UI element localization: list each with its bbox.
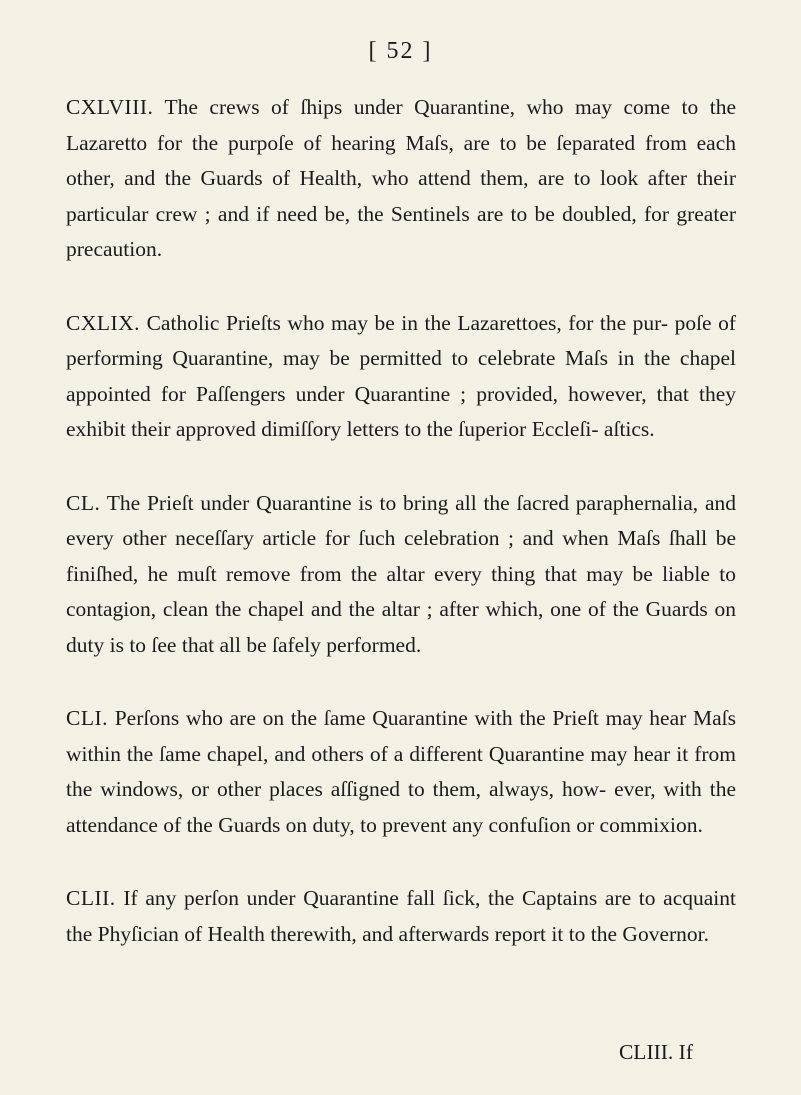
page-number: [ 52 ] xyxy=(368,38,433,64)
paragraph-number: CL. xyxy=(66,490,101,515)
paragraph-text: The Prieſt under Quarantine is to bring all the ſacred paraphernalia, and every other neceſſary article for ſuch celebration ; and when Maſs ſhall be finiſhed, he muſt remove from the altar every thing that may be liable to contagion, clean the chapel and the altar ; after which, one of the Guards on duty is to ſee that all be ſafely performed. xyxy=(66,490,736,657)
paragraph-number: CXLVIII. xyxy=(66,95,154,119)
paragraph-number: CLI. xyxy=(66,706,109,730)
paragraph-cli xyxy=(66,701,736,843)
paragraph-text: Catholic Prieſts who may be in the Lazarettoes, for the pur- poſe of performing Quarantine, may be permitted to celebrate Maſs in the chapel appointed for Paſſengers under Quarantine ; provided, however, that they exhibit their approved dimiſſory letters to the ſuperior Eccleſi- aſtics. xyxy=(66,310,737,441)
catchword: CLIII. If xyxy=(618,1040,693,1064)
paragraph-number: CLII. xyxy=(66,886,116,910)
paragraph-text: The crews of ſhips under Quarantine, who may come to the Lazaretto for the purpoſe of hearing Maſs, are to be ſeparated from each other, and the Guards of Health, who attend them, are to look after their particular crew ; and if need be, the Sentinels are to be doubled, for greater precaution. xyxy=(66,95,736,261)
paragraph-cxlviii xyxy=(66,90,736,268)
paragraph-number: CXLIX. xyxy=(66,310,141,335)
paragraph-cxlix xyxy=(66,306,736,448)
paragraph-text: If any perſon under Quarantine fall ſick, the Captains are to acquaint the Phyſician of Health therewith, and afterwards report it to the Governor. xyxy=(66,886,736,946)
paragraph-cl xyxy=(66,486,736,664)
body-text xyxy=(66,90,736,990)
paragraph-text: Perſons who are on the ſame Quarantine with the Prieſt may hear Maſs within the ſame chapel, and others of a different Quarantine may hear it from the windows, or other places aſſigned to them, always, how- ever, with the attendance of the Guards on duty, to prevent any confuſion or commixion. xyxy=(66,706,736,837)
paragraph-clii xyxy=(66,881,736,952)
